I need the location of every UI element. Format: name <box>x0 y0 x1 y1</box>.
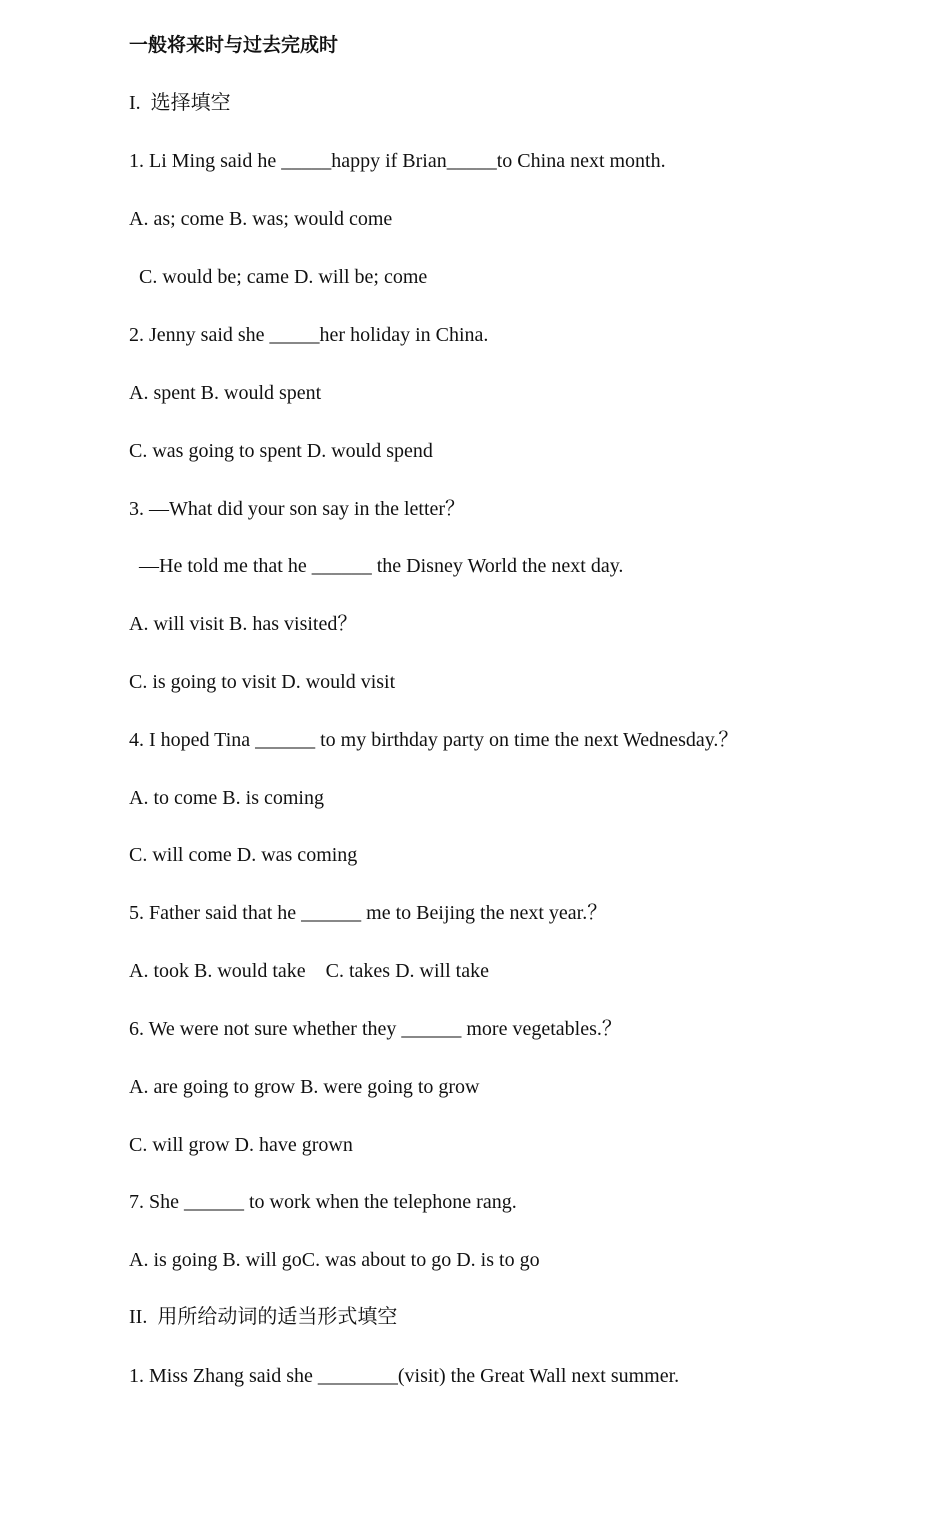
question-line: 7. She ______ to work when the telephone rang. <box>129 1191 517 1213</box>
section-heading-multiple-choice: I. 选择填空 <box>129 92 231 114</box>
option-line: C. will grow D. have grown <box>129 1134 353 1156</box>
question-line: 5. Father said that he ______ me to Beijing the next year.？ <box>129 902 608 924</box>
section-heading-fill-in: II. 用所给动词的适当形式填空 <box>129 1306 398 1328</box>
question-line: —He told me that he ______ the Disney World the next day. <box>129 555 624 577</box>
question-line: 3. —What did your son say in the letter？ <box>129 498 466 520</box>
question-line: 4. I hoped Tina ______ to my birthday party on time the next Wednesday.？ <box>129 729 739 751</box>
option-line: A. as; come B. was; would come <box>129 208 393 230</box>
question-line: 1. Miss Zhang said she ________(visit) the Great Wall next summer. <box>129 1365 680 1387</box>
option-line: A. took B. would take C. takes D. will take <box>129 960 489 982</box>
question-line: 2. Jenny said she _____her holiday in China. <box>129 324 489 346</box>
option-line: A. to come B. is coming <box>129 787 324 809</box>
option-line: A. is going B. will goC. was about to go D. is to go <box>129 1249 540 1271</box>
option-line: C. was going to spent D. would spend <box>129 440 433 462</box>
option-line: A. are going to grow B. were going to grow <box>129 1076 480 1098</box>
question-line: 1. Li Ming said he _____happy if Brian_____to China next month. <box>129 150 666 172</box>
document-title: 一般将来时与过去完成时 <box>129 34 339 56</box>
option-line: C. will come D. was coming <box>129 844 358 866</box>
option-line: C. would be; came D. will be; come <box>129 266 428 288</box>
option-line: A. spent B. would spent <box>129 382 322 404</box>
option-line: C. is going to visit D. would visit <box>129 671 396 693</box>
option-line: A. will visit B. has visited？ <box>129 613 358 635</box>
question-line: 6. We were not sure whether they ______ more vegetables.？ <box>129 1018 622 1040</box>
